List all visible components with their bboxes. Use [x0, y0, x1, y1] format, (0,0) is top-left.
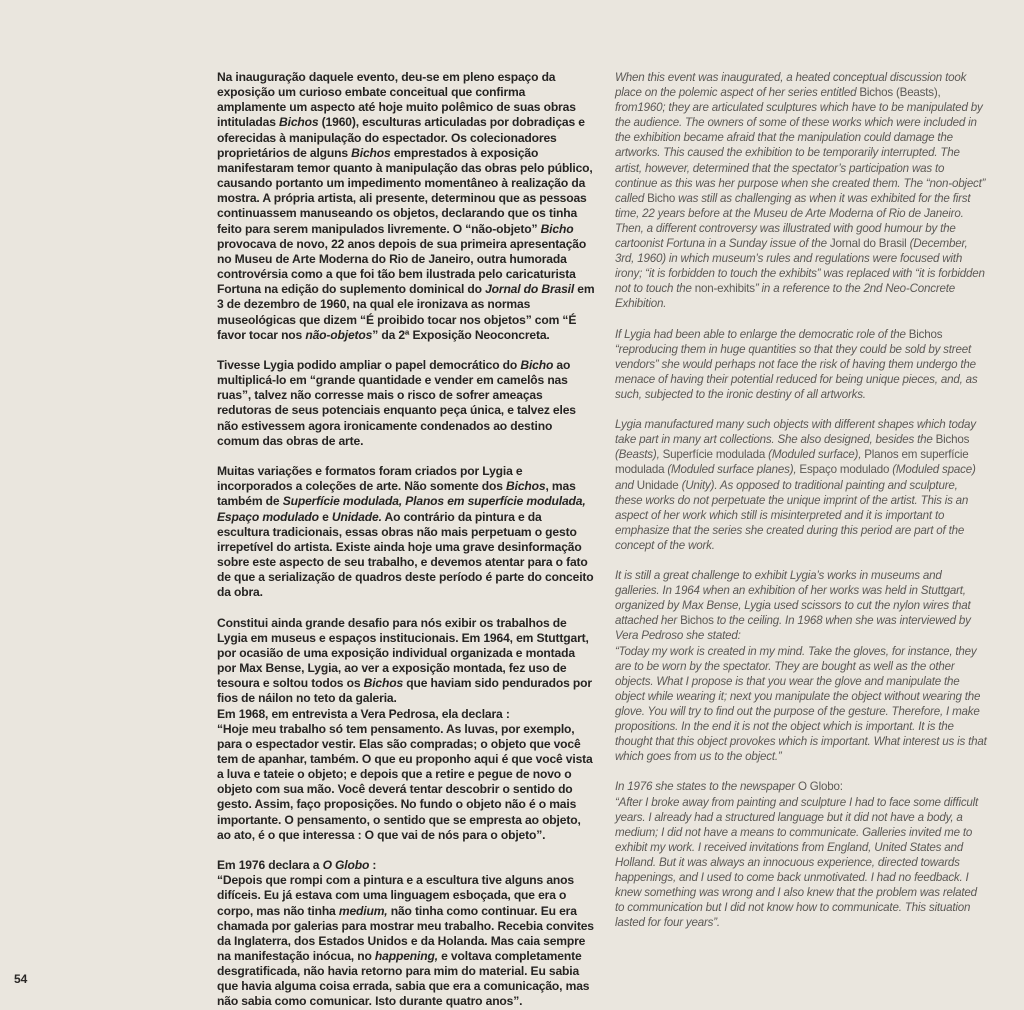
pt-quote-1976 — [217, 873, 595, 1009]
italic-term: não-objetos — [305, 327, 373, 342]
pt-quote-1968 — [217, 722, 595, 843]
title-term: Bichos — [908, 327, 943, 341]
text-run: “After I broke away from painting and sculpture I had to face some difficult years. I already had a structured language but it did not have a body, a medium; I did not have a means to communicate. Galleries invited me to exhibit my work. I received invitations from England, United States and Holland. But it was always an innocuous experience, directed towards happenings, and I used to come back unmotivated. I had no feedback. I knew something was wrong and I also knew that the problem was related to communication but I did not know how to communicate. This situation lasted for four years”. — [615, 795, 979, 930]
pt-paragraph-4 — [217, 616, 595, 707]
text-run: Ao contrário da pintura e da escultura tradicionais, essas obras não mais perpetuam o gesto irrepetível do artista. Existe ainda hoje uma grave desinformação sobre este aspecto de seu trabalho, e devemos atentar para o fato de que a serialização de quadros deste período é parte do conceito da obra. — [217, 509, 594, 600]
italic-term: happening, — [374, 949, 438, 963]
en-paragraph-4 — [615, 568, 987, 643]
italic-term: Bichos — [506, 479, 546, 494]
page-number: 54 — [14, 972, 28, 986]
italic-term: medium, — [338, 903, 388, 918]
title-term: Bichos — [680, 614, 714, 628]
text-run: Tivesse Lygia podido ampliar o papel democrático do — [217, 357, 521, 372]
italic-term: Bichos — [279, 115, 319, 130]
en-paragraph-6 — [615, 779, 987, 794]
text-run: (Unity). As opposed to traditional painting and sculpture, these works do not perpetuate the unique imprint of the artist. This is an aspect of her work which still is misinterpreted and it is important to emphasize that the series she created during this period are part of the concept of the work. — [615, 478, 969, 552]
text-run: e voltava completamente desgratificada, não havia retorno para mim do material. Eu sabia que havia alguma coisa errada, sabia que era a comunicação, mas não sabia como comunicar. Isto durante quatro anos”. — [217, 949, 590, 1009]
en-paragraph-2 — [615, 327, 987, 402]
pt-paragraph-2 — [217, 358, 595, 449]
title-term: Unidade — [636, 478, 679, 492]
italic-term: Unidade. — [331, 509, 382, 524]
text-run: to the ceiling. In 1968 when she was interviewed by Vera Pedroso she stated: — [615, 614, 971, 643]
title-term: Bicho — [647, 191, 676, 205]
text-run: (Moduled surface), — [765, 448, 865, 462]
pt-paragraph-1 — [217, 70, 595, 343]
text-run: If Lygia had been able to enlarge the democratic role of the — [615, 327, 909, 341]
italic-term: O Globo — [322, 858, 370, 873]
title-term: O Globo: — [797, 780, 843, 794]
text-run: Muitas variações e formatos foram criados por Lygia e incorporados a coleções de arte. Não somente dos — [217, 464, 523, 494]
italic-term: Jornal do Brasil — [485, 282, 575, 297]
text-run: que haviam sido pendurados por fios de náilon no teto da galeria. — [217, 676, 592, 706]
text-run: provocava de novo, 22 anos depois de sua primeira apresentação no Museu de Arte Moderna do Rio de Janeiro, outra humorada controvérsia como a que foi tão bem ilustrada pelo caricaturista Fortuna na edição do suplemento dominical do — [217, 236, 587, 297]
italic-term: Bicho — [540, 221, 574, 236]
text-run: When this event was inaugurated, a heated conceptual discussion took place on the polemic aspect of her series entitled — [615, 71, 967, 100]
text-run: (Moduled surface planes), — [664, 463, 800, 477]
text-run: (December, 3rd, 1960) in which museum’s rules and regulations were focused with irony; “it is forbidden to touch the exhibits” was replaced with “it is forbidden not to touch the — [615, 237, 985, 296]
english-text-column — [615, 70, 987, 930]
text-run: (Moduled space) and — [615, 463, 976, 492]
italic-term: Superfície modulada, Planos em superfície modulada, Espaço modulado — [217, 494, 586, 524]
text-run: : — [369, 858, 377, 873]
text-run: It is still a great challenge to exhibit Lygia’s works in museums and galleries. In 1964 when an exhibition of her works was held in Stuttgart, organized by Max Bense, Lygia used scissors to cut the nylon wires that attached her — [615, 569, 971, 628]
en-paragraph-3 — [615, 417, 987, 553]
text-run: was still as challenging as when it was exhibited for the first time, 22 years before at the Museu de Arte Moderna of Rio de Janeiro. Then, a different controversy was illustrated with good humour by the cartoonist Fortuna in a Sunday issue of the — [615, 191, 971, 251]
text-run: e — [318, 509, 332, 524]
text-run: , mas também de — [217, 479, 576, 509]
text-run: Constitui ainda grande desafio para nós exibir os trabalhos de Lygia em museus e espaços institucionais. Em 1964, em Stuttgart, por ocasião de uma exposição individual organizada e montada por Max Bense, Lygia, ao ver a exposição montada, fez uso de tesoura e soltou todos os — [217, 615, 589, 691]
title-term: Planos em superfície modulada — [615, 448, 969, 477]
text-run: “Depois que rompi com a pintura e a escultura tive alguns anos difíceis. Eu já estava com uma linguagem esboçada, que era o corpo, mas não tinha — [217, 873, 574, 918]
title-term: Espaço modulado — [799, 463, 890, 477]
italic-term: Bichos — [351, 145, 391, 160]
en-quote-1968 — [615, 644, 987, 765]
title-term: Jornal do Brasil — [829, 237, 907, 251]
text-run: Na inauguração daquele evento, deu-se em pleno espaço da exposição um curioso embate conceitual que confirma amplamente um aspecto até hoje muito polêmico de suas obras intituladas — [217, 70, 576, 130]
title-term: Superfície modulada — [662, 448, 766, 462]
text-run: Lygia manufactured many such objects with different shapes which today take part in many art collections. She also designed, besides the — [615, 418, 976, 447]
italic-term: Bicho — [520, 357, 554, 372]
pt-paragraph-7 — [217, 858, 595, 873]
text-run: Em 1976 declara a — [217, 858, 323, 873]
pt-paragraph-3 — [217, 464, 595, 600]
text-run: ” da 2ª Exposição Neoconcreta. — [372, 327, 550, 342]
en-paragraph-1 — [615, 70, 987, 312]
text-run: ” in a reference to the 2nd Neo-Concrete Exhibition. — [615, 282, 956, 311]
pt-paragraph-5 — [217, 707, 595, 722]
portuguese-text-column — [217, 70, 595, 1010]
text-run: from1960; they are articulated sculptures which have to be manipulated by the audience. The owners of some of these works which were included in the exhibition became afraid that the manipulation could damage the artworks. This caused the exhibition to be temporarily interrupted. The artist, however, determined that the spectator’s participation was to continue as this was her purpose when she created them. The “non-object” called — [615, 101, 986, 205]
title-term: Bichos (Beasts), — [859, 86, 941, 100]
text-run: não tinha como continuar. Eu era chamada por galerias para mostrar meu trabalho. Recebia convites da Inglaterra, dos Estados Unidos e da Holanda. Mas caia sempre na manifestação inócua, no — [217, 903, 594, 963]
text-run: ao multiplicá-lo em “grande quantidade e vender em camelôs nas ruas”, talvez não corresse mais o risco de sofrer ameaças redutoras de seus potenciais enquanto peça única, e talvez eles não estivessem agora ironicamente condenados ao destino comum das obras de arte. — [217, 357, 576, 448]
text-run: “reproducing them in huge quantities so that they could be sold by street vendors” she would perhaps not face the risk of having them undergo the menace of having their potential reduced for being unique pieces, and, as such, subjected to the ironic destiny of all artworks. — [615, 342, 978, 401]
text-run: “Today my work is created in my mind. Take the gloves, for instance, they are to be worn by the spectator. They are bought as well as the other objects. What I propose is that you wear the glove and manipulate the object while wearing it; next you manipulate the object without wearing the glove. You will try to find out the purpose of the gesture. Therefore, I make propositions. In the end it is not the object which is important. It is the thought that this object provokes which is important. What interest us is that which goes from us to the object.” — [615, 644, 987, 764]
text-run: emprestados à exposição manifestaram temor quanto à manipulação das obras pelo público, causando portanto um impedimento momentâneo à realização da mostra. A própria artista, ali presente, determinou que as pessoas continuassem manuseando os objetos, declarando que os tinha feito para serem manipulados livremente. O “não-objeto” — [217, 145, 593, 236]
title-term: non-exhibits — [694, 282, 755, 296]
text-run: “Hoje meu trabalho só tem pensamento. As luvas, por exemplo, para o espectador vestir. Elas são compradas; o objeto que você tem de apanhar, também. O que eu proponho aqui é que você vista a luva e tateie o objeto; e depois que a retire e pegue de novo o objeto com sua mão. Você deverá tentar descobrir o sentido do gesto. Assim, faço proposições. No fundo o objeto não é o mais importante. O pensamento, o sentido que se empresta ao objeto, ao ato, é o que interessa : O que vai de nós para o objeto”. — [217, 721, 593, 842]
italic-term: Bichos — [363, 676, 404, 691]
en-quote-1976 — [615, 795, 987, 931]
title-term: Bichos — [935, 433, 970, 447]
text-run: em 3 de dezembro de 1960, na qual ele ironizava as normas museológicas que dizem “É proibido tocar nos objetos” com “É favor tocar nos — [217, 282, 595, 342]
text-run: Em 1968, em entrevista a Vera Pedrosa, ela declara : — [217, 706, 510, 721]
text-run: (1960), esculturas articuladas por dobradiças e oferecidas à manipulação do espectador. Os colecionadores proprietários de alguns — [217, 115, 585, 160]
text-run: (Beasts), — [615, 448, 663, 462]
text-run: In 1976 she states to the newspaper — [615, 780, 798, 794]
